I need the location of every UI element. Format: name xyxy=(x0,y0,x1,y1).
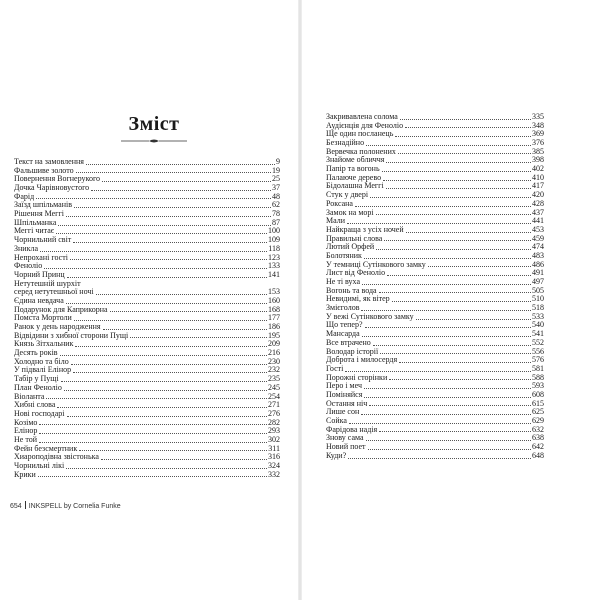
toc-entry-page: 638 xyxy=(532,433,544,443)
dot-leader xyxy=(364,258,531,259)
dot-leader xyxy=(348,458,531,459)
toc-entry-page: 232 xyxy=(268,365,280,375)
dot-leader xyxy=(66,216,271,217)
dot-leader xyxy=(370,197,531,198)
toc-entry-page: 160 xyxy=(268,295,280,305)
toc-entry-title: Аудієнція для Феноліо xyxy=(326,120,404,130)
toc-entry-page: 385 xyxy=(532,146,544,156)
dot-leader xyxy=(71,364,267,365)
toc-entry-page: 153 xyxy=(268,287,280,297)
dot-leader xyxy=(406,232,531,233)
toc-entry-page: 648 xyxy=(532,450,544,460)
toc-entry-title: Закривавлена солома xyxy=(326,111,398,121)
dot-leader xyxy=(347,223,531,224)
toc-entry-title: Доброта і милосердя xyxy=(326,355,398,365)
footer-divider xyxy=(25,501,26,509)
dot-leader xyxy=(79,450,267,451)
toc-entry-title: Поміняйся xyxy=(326,389,363,399)
running-footer-text: INKSPELL by Cornelia Funke xyxy=(28,503,121,510)
page-number: 654 xyxy=(10,503,22,510)
dot-leader xyxy=(364,388,531,389)
dot-leader xyxy=(383,180,531,181)
dot-leader xyxy=(387,275,531,276)
toc-entry-page: 402 xyxy=(532,164,544,174)
toc-entry-page: 282 xyxy=(268,417,280,427)
toc-entry-page: 420 xyxy=(532,190,544,200)
toc-entry-page: 540 xyxy=(532,320,544,330)
toc-entry-page: 518 xyxy=(532,303,544,313)
toc-entry-title: Болотяник xyxy=(326,250,362,260)
dot-leader xyxy=(75,346,267,347)
toc-entry-page: 369 xyxy=(532,129,544,139)
toc-entry-page: 254 xyxy=(268,391,280,401)
dot-leader xyxy=(366,440,531,441)
toc-entry xyxy=(14,419,280,428)
toc-entry-title: Текст на замовлення xyxy=(14,156,84,166)
dot-leader xyxy=(380,353,531,354)
toc-entry-page: 316 xyxy=(268,452,280,462)
dot-leader xyxy=(379,292,531,293)
toc-entry-title: Чорнильні лікі xyxy=(14,461,65,471)
toc-entry-title: Фарід xyxy=(14,191,35,201)
toc-entry xyxy=(14,462,280,471)
dot-leader xyxy=(355,206,531,207)
toc-entry-page: 581 xyxy=(532,363,544,373)
dot-leader xyxy=(39,442,267,443)
toc-entry-title: Володар історії xyxy=(326,346,379,356)
dot-leader xyxy=(66,303,267,304)
toc-entry-title: Шпільманка xyxy=(14,217,57,227)
toc-entry xyxy=(14,184,280,193)
toc-entry-title: Ранок у день народження xyxy=(14,322,101,332)
toc-entry-page: 398 xyxy=(532,155,544,165)
dot-leader xyxy=(66,468,267,469)
dot-leader xyxy=(428,266,531,267)
toc-entry-page: 483 xyxy=(532,250,544,260)
toc-entry-title: Холодно та біло xyxy=(14,356,69,366)
toc-entry-page: 533 xyxy=(532,311,544,321)
toc-entry-title: Сойка xyxy=(326,416,347,426)
dot-leader xyxy=(57,407,267,408)
toc-entry-title: Вогонь та вода xyxy=(326,285,377,295)
toc-entry-title: Крики xyxy=(14,469,36,479)
toc-entry-page: 437 xyxy=(532,207,544,217)
toc-entry-title: Лютий Орфей xyxy=(326,242,375,252)
toc-entry-page: 78 xyxy=(272,209,280,219)
dot-leader xyxy=(39,424,267,425)
toc-entry-title: У підвалі Елінор xyxy=(14,365,72,375)
toc-entry-page: 474 xyxy=(532,242,544,252)
toc-entry-page: 109 xyxy=(268,235,280,245)
toc-entry xyxy=(14,410,280,419)
toc-entry-title: Хиароподівна звістонька xyxy=(14,452,99,462)
toc-entry-page: 552 xyxy=(532,337,544,347)
toc-entry-title: Помста Мортоли xyxy=(14,313,72,323)
toc-entry-page: 235 xyxy=(268,374,280,384)
dot-leader xyxy=(44,268,267,269)
dot-leader xyxy=(110,311,267,312)
toc-entry-page: 195 xyxy=(268,330,280,340)
toc-entry-page: 593 xyxy=(532,381,544,391)
toc-entry-title: Бідолашна Меггі xyxy=(326,181,384,191)
toc-entry-title: Найкраща з усіх ночей xyxy=(326,224,404,234)
toc-entry-title: Куди? xyxy=(326,450,347,460)
dot-leader xyxy=(368,449,531,450)
toc-entry-title: Палаюче дерево xyxy=(326,172,382,182)
toc-entry-page: 177 xyxy=(268,313,280,323)
dot-leader xyxy=(379,431,531,432)
toc-entry-title: Знову сама xyxy=(326,433,364,443)
toc-entry-title: Відвідини з хибної сторони Пущі xyxy=(14,330,129,340)
toc-entry-title: Що тепер? xyxy=(326,320,363,330)
toc-entry-page: 335 xyxy=(532,111,544,121)
dot-leader xyxy=(364,397,531,398)
dot-leader xyxy=(376,249,531,250)
toc-entry-page: 133 xyxy=(268,261,280,271)
toc-entry xyxy=(326,191,544,200)
dot-leader xyxy=(96,294,267,295)
dot-leader xyxy=(67,416,267,417)
toc-entry-title: Єдина невдача xyxy=(14,295,64,305)
dot-leader xyxy=(386,188,531,189)
toc-entry-title: Князь Зітхальник xyxy=(14,339,74,349)
toc-entry-page: 556 xyxy=(532,346,544,356)
dot-leader xyxy=(416,319,531,320)
toc-entry-title: Зникла xyxy=(14,243,38,253)
toc-entry xyxy=(14,427,280,436)
toc-entry-title: Роксана xyxy=(326,198,353,208)
toc-entry-page: 216 xyxy=(268,348,280,358)
toc-entry-page: 37 xyxy=(272,183,280,193)
toc-entry-page: 497 xyxy=(532,277,544,287)
toc-entry-title: Елінор xyxy=(14,426,38,436)
toc-entry xyxy=(326,356,544,365)
dot-leader xyxy=(362,336,531,337)
dot-leader xyxy=(40,251,267,252)
toc-entry-page: 245 xyxy=(268,382,280,392)
dot-leader xyxy=(389,379,531,380)
toc-entry-page: 311 xyxy=(268,443,280,453)
toc-entry-page: 486 xyxy=(532,259,544,269)
toc-entry-title: Нові господарі xyxy=(14,408,65,418)
toc-entry-title: У темниці Сутінкового замку xyxy=(326,259,426,269)
dot-leader xyxy=(405,127,531,128)
toc-entry-page: 588 xyxy=(532,372,544,382)
toc-right-column xyxy=(326,113,544,461)
toc-entry-title: Лише сон xyxy=(326,407,360,417)
toc-entry-title: Повернення Вогнерукого xyxy=(14,174,101,184)
dot-leader xyxy=(365,327,532,328)
toc-entry-page: 417 xyxy=(532,181,544,191)
toc-entry xyxy=(14,471,280,480)
toc-entry xyxy=(326,408,544,417)
toc-entry-title: Новий поет xyxy=(326,442,366,452)
toc-entry xyxy=(14,236,280,245)
dot-leader xyxy=(56,233,267,234)
toc-entry-title: У вежі Сутінкового замку xyxy=(326,311,414,321)
title-ornament-icon xyxy=(119,138,189,144)
toc-entry-page: 19 xyxy=(272,165,280,175)
toc-entry-title: Вервечка полонених xyxy=(326,146,396,156)
dot-leader xyxy=(103,329,267,330)
page-title: Зміст xyxy=(128,113,180,135)
dot-leader xyxy=(345,371,531,372)
toc-entry-title: серед нетутешньої ночі xyxy=(14,287,94,297)
toc-entry-title: Нетутешній шурхіт xyxy=(14,278,81,288)
toc-entry-page: 332 xyxy=(268,469,280,479)
toc-entry-title: Меггі читає xyxy=(14,226,55,236)
toc-entry-title: Хибні слова xyxy=(14,400,56,410)
toc-entry-title: Заїзд шпільманів xyxy=(14,200,73,210)
toc-entry-title: Феноліо xyxy=(14,261,43,271)
toc-entry-page: 410 xyxy=(532,172,544,182)
toc-entry-title: Дочка Чарівновустого xyxy=(14,183,90,193)
toc-entry-page: 293 xyxy=(268,426,280,436)
toc-entry-title: Перо і меч xyxy=(326,381,362,391)
toc-entry-page: 376 xyxy=(532,138,544,148)
toc-entry-page: 141 xyxy=(268,269,280,279)
toc-entry-title: Віоланта xyxy=(14,391,45,401)
toc-entry-title: Стук у двері xyxy=(326,190,369,200)
toc-entry-title: Рішення Меггі xyxy=(14,209,64,219)
toc-entry-title: Гості xyxy=(326,363,344,373)
toc-entry-title: Все втрачено xyxy=(326,337,371,347)
dot-leader xyxy=(395,136,531,137)
toc-entry-page: 25 xyxy=(272,174,280,184)
toc-entry-title: Порожні сторінки xyxy=(326,372,388,382)
dot-leader xyxy=(58,225,271,226)
toc-entry-page: 209 xyxy=(268,339,280,349)
toc-entry-title: Фарідова надія xyxy=(326,424,378,434)
toc-entry-page: 491 xyxy=(532,268,544,278)
toc-entry-page: 100 xyxy=(268,226,280,236)
toc-entry-page: 118 xyxy=(268,243,280,253)
toc-entry-page: 453 xyxy=(532,224,544,234)
dot-leader xyxy=(398,153,531,154)
dot-leader xyxy=(386,162,531,163)
toc-entry-page: 505 xyxy=(532,285,544,295)
dot-leader xyxy=(362,284,531,285)
toc-entry-page: 459 xyxy=(532,233,544,243)
dot-leader xyxy=(73,372,267,373)
book-spine xyxy=(298,0,302,600)
toc-entry-title: Папір та вогонь xyxy=(326,164,380,174)
dot-leader xyxy=(38,476,267,477)
dot-leader xyxy=(373,345,531,346)
toc-entry-page: 625 xyxy=(532,407,544,417)
dot-leader xyxy=(67,277,267,278)
dot-leader xyxy=(46,398,267,399)
toc-entry-title: Чорний Принц xyxy=(14,269,65,279)
dot-leader xyxy=(91,190,271,191)
dot-leader xyxy=(70,259,267,260)
toc-entry-title: Непрохані гості xyxy=(14,252,68,262)
toc-entry xyxy=(14,254,280,263)
dot-leader xyxy=(382,171,531,172)
dot-leader xyxy=(399,362,531,363)
dot-leader xyxy=(73,242,267,243)
toc-entry-page: 608 xyxy=(532,389,544,399)
dot-leader xyxy=(64,390,267,391)
toc-entry-page: 632 xyxy=(532,424,544,434)
toc-entry xyxy=(326,452,544,461)
toc-entry-title: Фейн безсмертник xyxy=(14,443,78,453)
toc-entry-page: 541 xyxy=(532,329,544,339)
dot-leader xyxy=(349,423,531,424)
toc-entry-title: План Феноліо xyxy=(14,382,62,392)
toc-entry-title: Чорнильний світ xyxy=(14,235,72,245)
toc-entry-page: 230 xyxy=(268,356,280,366)
toc-entry xyxy=(14,384,280,393)
toc-entry-title: Табір у Пущі xyxy=(14,374,59,384)
toc-entry-page: 324 xyxy=(268,461,280,471)
dot-leader xyxy=(361,310,531,311)
dot-leader xyxy=(74,320,267,321)
dot-leader xyxy=(86,164,275,165)
dot-leader xyxy=(366,145,531,146)
toc-entry-title: Не той xyxy=(14,434,37,444)
toc-entry-title: Остання ніч xyxy=(326,398,368,408)
dot-leader xyxy=(376,214,531,215)
dot-leader xyxy=(74,207,271,208)
toc-entry-page: 9 xyxy=(276,156,280,166)
dot-leader xyxy=(76,172,271,173)
toc-entry-page: 186 xyxy=(268,322,280,332)
dot-leader xyxy=(36,198,271,199)
toc-entry-page: 576 xyxy=(532,355,544,365)
dot-leader xyxy=(361,414,531,415)
dot-leader xyxy=(60,355,267,356)
toc-entry-page: 276 xyxy=(268,408,280,418)
toc-entry-page: 62 xyxy=(272,200,280,210)
toc-entry-title: Подарунок для Каприкорна xyxy=(14,304,108,314)
page-footer xyxy=(10,501,121,510)
toc-entry-page: 615 xyxy=(532,398,544,408)
toc-entry-page: 510 xyxy=(532,294,544,304)
dot-leader xyxy=(392,301,531,302)
dot-leader xyxy=(400,119,531,120)
toc-entry-page: 629 xyxy=(532,416,544,426)
toc-entry-title: Безнадійно xyxy=(326,138,365,148)
dot-leader xyxy=(102,181,271,182)
toc-entry-title: Змієголов xyxy=(326,303,360,313)
toc-entry-page: 642 xyxy=(532,442,544,452)
dot-leader xyxy=(101,459,267,460)
toc-entry-page: 348 xyxy=(532,120,544,130)
toc-entry-title: Мансарда xyxy=(326,329,360,339)
dot-leader xyxy=(369,405,531,406)
toc-entry-page: 302 xyxy=(268,434,280,444)
toc-entry-page: 428 xyxy=(532,198,544,208)
toc-entry-title: Фальшиве золото xyxy=(14,165,74,175)
toc-entry-page: 87 xyxy=(272,217,280,227)
toc-entry-page: 271 xyxy=(268,400,280,410)
toc-entry-title: Замок на морі xyxy=(326,207,374,217)
toc-entry-title: Десять років xyxy=(14,348,58,358)
toc-entry xyxy=(326,443,544,452)
toc-left-column xyxy=(14,158,280,479)
toc-heading xyxy=(10,113,298,144)
toc-entry-title: Невидимі, як вітер xyxy=(326,294,390,304)
toc-entry-title: Знайоме обличчя xyxy=(326,155,385,165)
toc-entry-title: Не ті вуха xyxy=(326,277,360,287)
toc-entry-page: 48 xyxy=(272,191,280,201)
dot-leader xyxy=(39,433,267,434)
dot-leader xyxy=(384,240,531,241)
toc-entry-title: Лист від Феноліо xyxy=(326,268,386,278)
toc-entry-title: Мали xyxy=(326,216,346,226)
toc-entry-page: 123 xyxy=(268,252,280,262)
toc-entry-title: Правильні слова xyxy=(326,233,383,243)
toc-entry xyxy=(326,209,544,218)
dot-leader xyxy=(130,337,267,338)
toc-entry-page: 441 xyxy=(532,216,544,226)
dot-leader xyxy=(61,381,267,382)
toc-entry-title: Ще один посланець xyxy=(326,129,394,139)
toc-entry-page: 168 xyxy=(268,304,280,314)
toc-entry-title: Козімо xyxy=(14,417,38,427)
